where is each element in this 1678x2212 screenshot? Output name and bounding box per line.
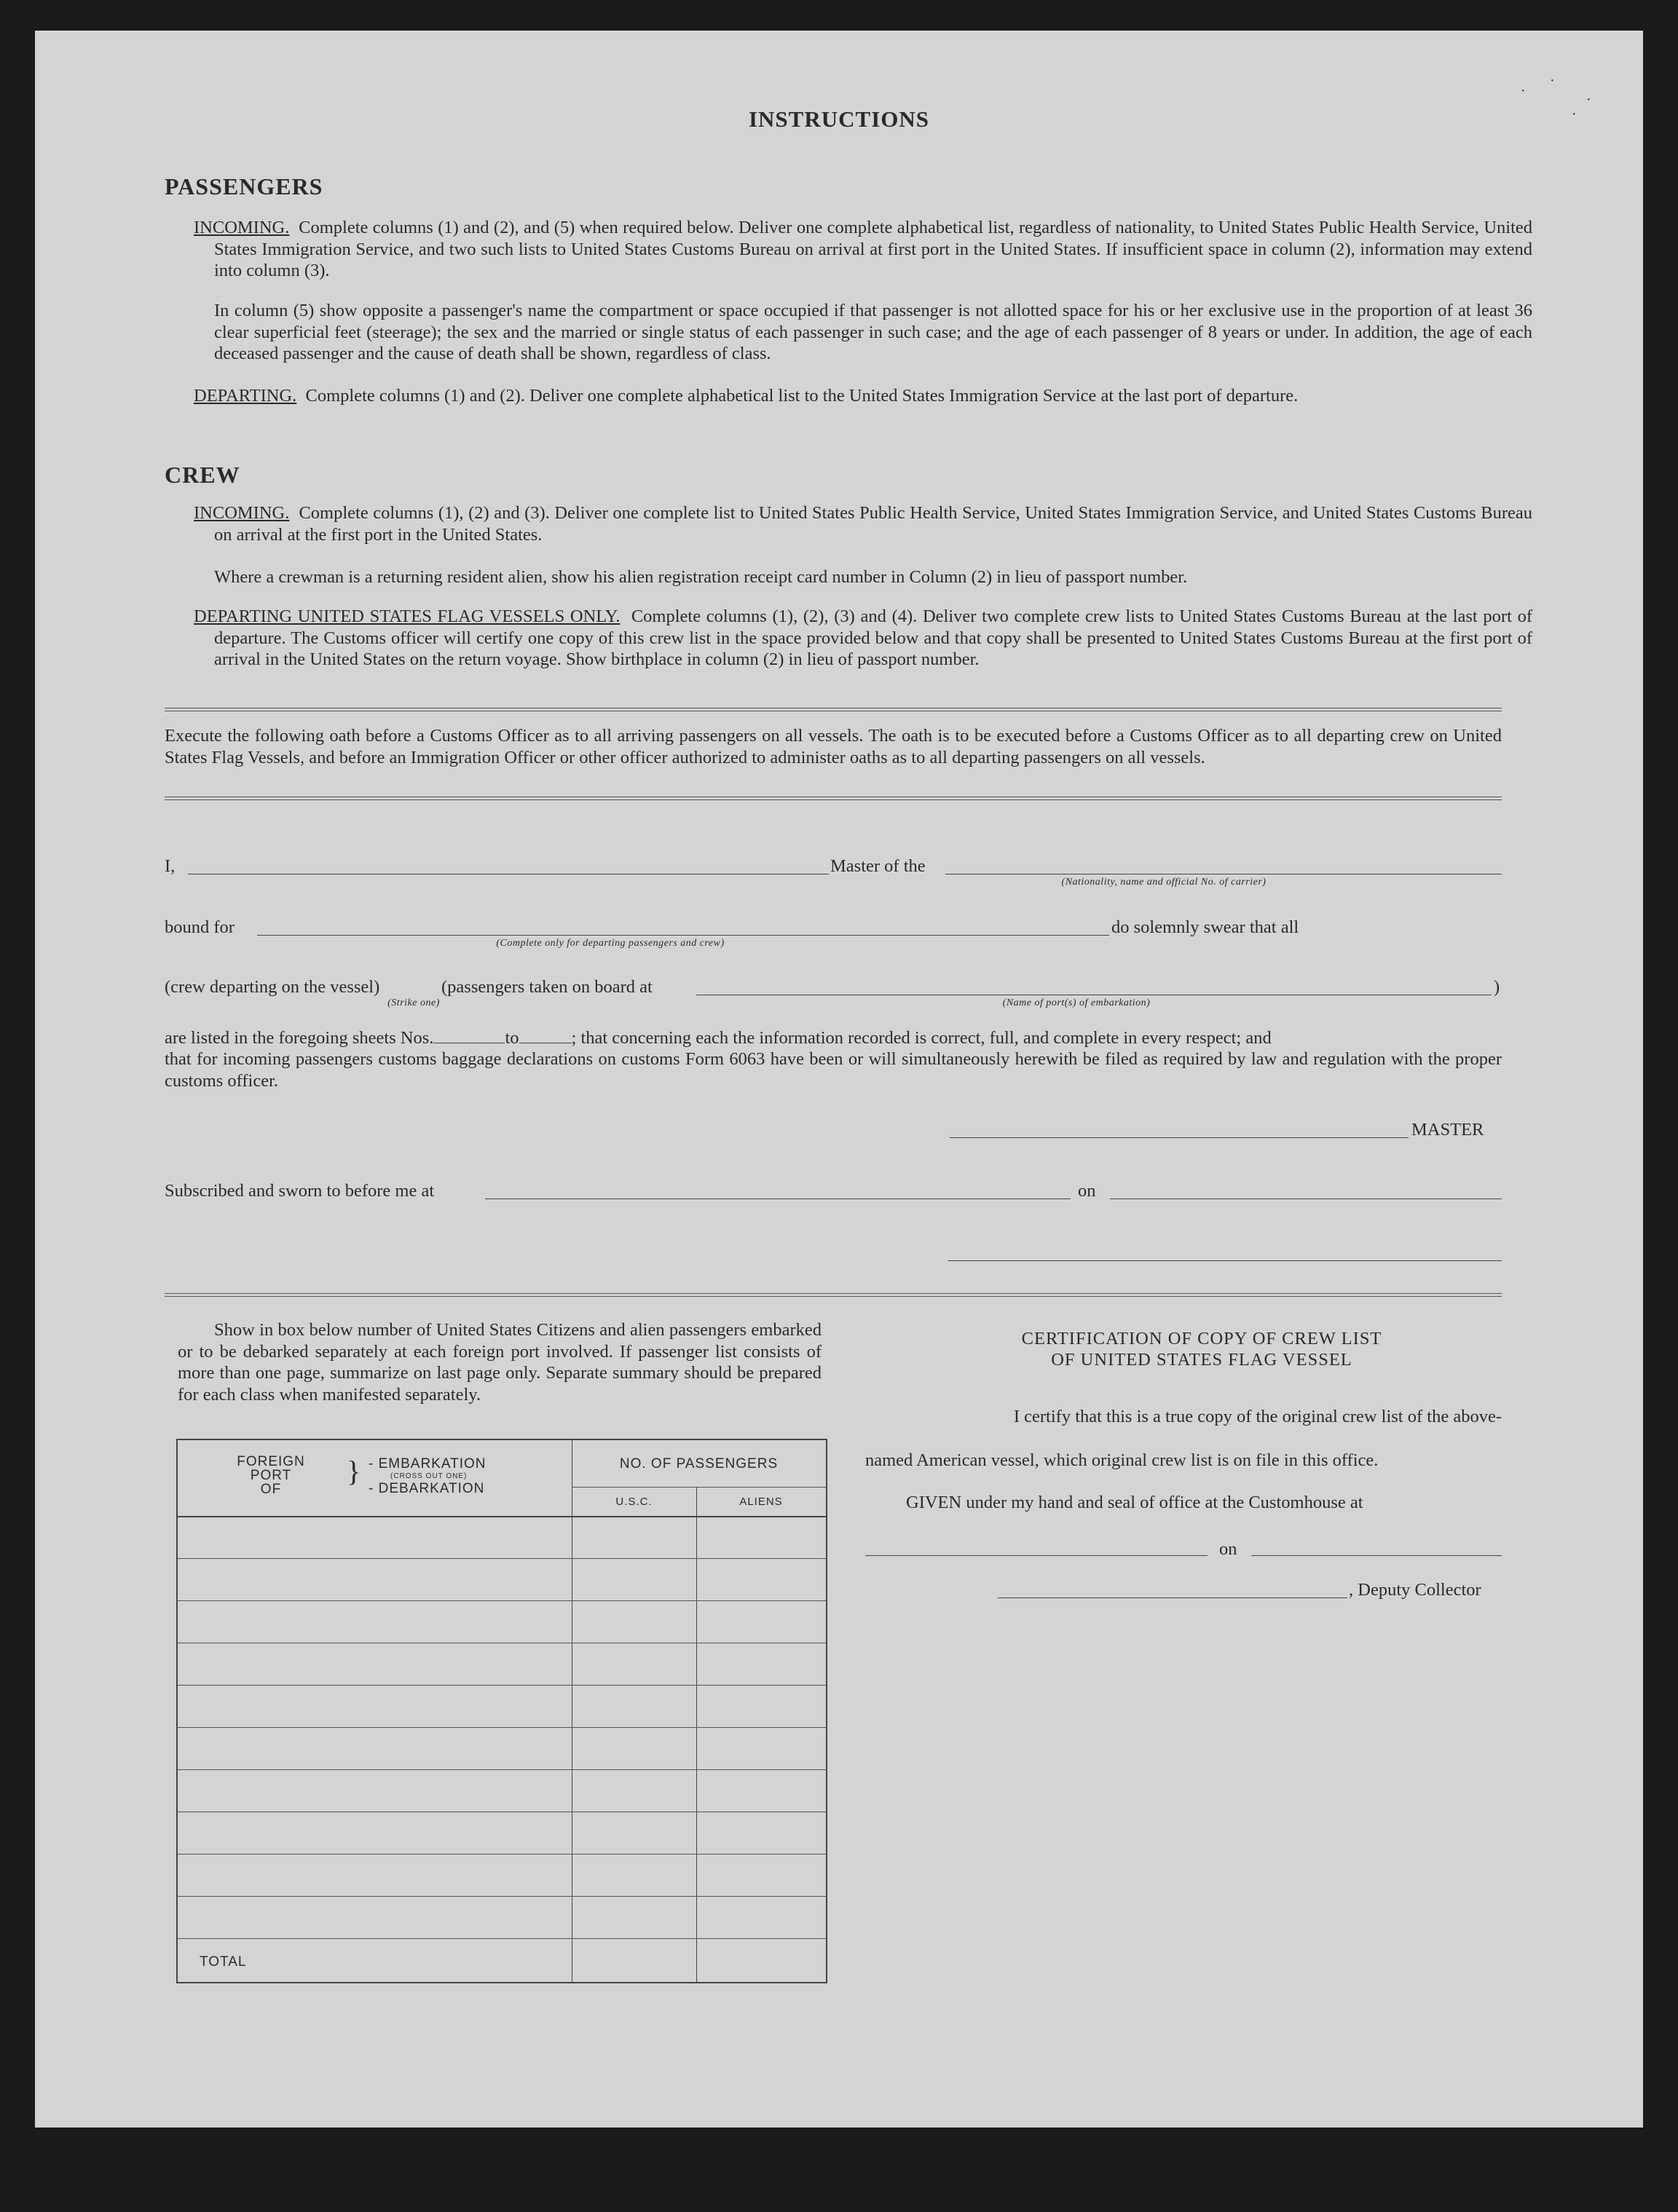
bound-for-line[interactable] [257,935,1109,936]
table-row[interactable] [178,1600,826,1601]
crew-resident-paragraph: Where a crewman is a returning resident alien, show his alien registration receipt card number in Column (2) in lieu of passport number. [214,567,1188,587]
certification-heading [902,1328,1502,1370]
certification-line-3: GIVEN under my hand and seal of office at the Customhouse at [906,1493,1363,1512]
master-label: MASTER [1411,1120,1484,1139]
subscribed-place-line[interactable] [485,1198,1071,1199]
crew-incoming-label: INCOMING. [194,503,290,523]
certification-line-2: named American vessel, which original crew list is on file in this office. [865,1450,1379,1470]
crew-incoming-paragraph [194,502,1532,545]
customhouse-place-line[interactable] [865,1555,1208,1556]
of-label: OF [260,1482,282,1497]
oath-listed-line-2: that for incoming passengers customs baggage declarations on customs Form 6063 have been or will simultaneously herewith be filed as required by law and regulation with the proper customs officer. [165,1049,1502,1091]
ports-caption: (Name of port(s) of embarkation) [1002,998,1151,1008]
page-title: INSTRUCTIONS [748,106,929,132]
master-signature-line[interactable] [950,1137,1409,1138]
certification-line-1: I certify that this is a true copy of the original crew list of the above- [1013,1407,1502,1426]
table-row[interactable] [178,1558,826,1559]
scan-speck: · [1521,83,1526,99]
oath-master-of-the: Master of the [830,856,926,876]
table-row[interactable] [178,1896,826,1897]
column-divider [696,1487,697,1982]
oath-passengers-taken: (passengers taken on board at [441,977,653,997]
debarkation-label[interactable]: - DEBARKATION [369,1481,485,1496]
port-label: PORT [250,1468,292,1483]
crew-incoming-text: Complete columns (1), (2) and (3). Deliver one complete list to United States Public Health Service, United States Immigration Service, and United States Customs Bureau on arrival at the first port in the United States. [214,503,1532,545]
scan-speck: · [1586,92,1591,108]
crew-departing-paragraph [194,606,1532,671]
certification-heading-line-2: OF UNITED STATES FLAG VESSEL [1051,1350,1352,1370]
aliens-header: ALIENS [739,1496,783,1508]
passengers-departing-label: DEPARTING. [194,386,297,406]
bound-for-caption: (Complete only for departing passengers and crew) [496,938,725,949]
crew-departing-label: DEPARTING UNITED STATES FLAG VESSELS ONLY. [194,607,621,626]
oath-i: I, [165,856,176,876]
certification-heading-line-1: CERTIFICATION OF COPY OF CREW LIST [1021,1329,1382,1348]
scan-speck: · [1572,106,1577,122]
foreign-label: FOREIGN [237,1454,305,1469]
subscribed-date-line[interactable] [1110,1198,1502,1199]
passengers-heading: PASSENGERS [165,173,323,200]
usc-header: U.S.C. [615,1496,653,1508]
carrier-caption: (Nationality, name and official No. of carrier) [1061,877,1267,888]
officer-signature-line[interactable] [948,1260,1502,1261]
table-row[interactable] [178,1938,826,1939]
oath-close-paren: ) [1494,977,1500,997]
header-bottom-rule [178,1516,826,1517]
oath-crew-departing: (crew departing on the vessel) [165,977,380,997]
passengers-incoming-text: Complete columns (1) and (2), and (5) when required below. Deliver one complete alphabetical list, regardless of nationality, to United States Public Health Service, United States Immigration Service, and two such lists to United States Customs Bureau on arrival at first port in the United States. If insufficient space in column (2), information may extend into column (3). [214,218,1532,280]
passengers-departing-text: Complete columns (1) and (2). Deliver one complete alphabetical list to the United States Immigration Service at the last port of departure. [305,386,1299,406]
double-rule [165,708,1502,711]
subscribed-on: on [1078,1181,1096,1201]
form-page [35,31,1643,2128]
double-rule [165,797,1502,800]
summary-instruction: Show in box below number of United States Citizens and alien passengers embarked or to be debarked separately at each foreign port involved. If passenger list consists of more than one page, summarize on last page only. Separate summary should be prepared for each class when manifested separately. [178,1320,822,1405]
passenger-summary-table [176,1439,827,1983]
passengers-departing-paragraph [194,385,1532,407]
header-divider [572,1487,826,1488]
crew-departing-text: Complete columns (1), (2), (3) and (4). Deliver two complete crew lists to United States Customs Bureau at the last port of departure. The Customs officer will certify one copy of this crew list in the space provided below and that copy shall be presented to United States Customs Bureau at the first port of arrival in the United States on the return voyage. Show birthplace in column (2) in lieu of passport number. [214,607,1532,669]
oath-listed-suffix: ; that concerning each the information recorded is correct, full, and complete in every respect; and [571,1028,1272,1048]
strike-caption: (Strike one) [387,998,440,1008]
brace-icon: } [347,1455,361,1488]
passengers-incoming-paragraph [194,217,1532,282]
oath-to: to [505,1028,519,1048]
embarkation-label[interactable]: - EMBARKATION [369,1456,487,1472]
foreign-port-of-label [220,1455,322,1496]
table-row[interactable] [178,1685,826,1686]
oath-listed-line-1 [165,1028,1502,1048]
oath-instruction: Execute the following oath before a Customs Officer as to all arriving passengers on all vessels. The oath is to be executed before a Customs Officer as to all departing crew on United States Flag Vessels, and before an Immigration Officer or other officer authorized to administer oaths as to all departing passengers on all vessels. [165,726,1502,767]
cross-out-label: (CROSS OUT ONE) [390,1472,468,1480]
certification-date-line[interactable] [1251,1555,1502,1556]
passengers-column5-paragraph: In column (5) show opposite a passenger's name the compartment or space occupied if that passenger is not allotted space for his or her exclusive use in the proportion of at least 36 clear superficial feet (steerage); the sex and the married or single status of each passenger in such case; and the age of each passenger of 8 years or under. In addition, the age of each deceased passenger and the cause of death shall be shown, regardless of class. [214,301,1532,363]
certification-on: on [1219,1539,1237,1559]
total-label: TOTAL [200,1954,247,1970]
oath-listed-prefix: are listed in the foregoing sheets Nos. [165,1028,434,1048]
crew-heading: CREW [165,462,240,488]
passengers-incoming-label: INCOMING. [194,218,290,237]
deputy-collector-label: , Deputy Collector [1349,1580,1481,1600]
no-of-passengers-header: NO. OF PASSENGERS [619,1456,779,1472]
table-row[interactable] [178,1727,826,1728]
oath-bound-for: bound for [165,917,235,937]
table-row[interactable] [178,1769,826,1770]
subscribed-label: Subscribed and sworn to before me at [165,1181,435,1201]
deputy-signature-line[interactable] [998,1597,1347,1598]
double-rule [165,1293,1502,1297]
scan-speck: · [1550,73,1555,89]
oath-swear: do solemnly swear that all [1111,917,1299,937]
